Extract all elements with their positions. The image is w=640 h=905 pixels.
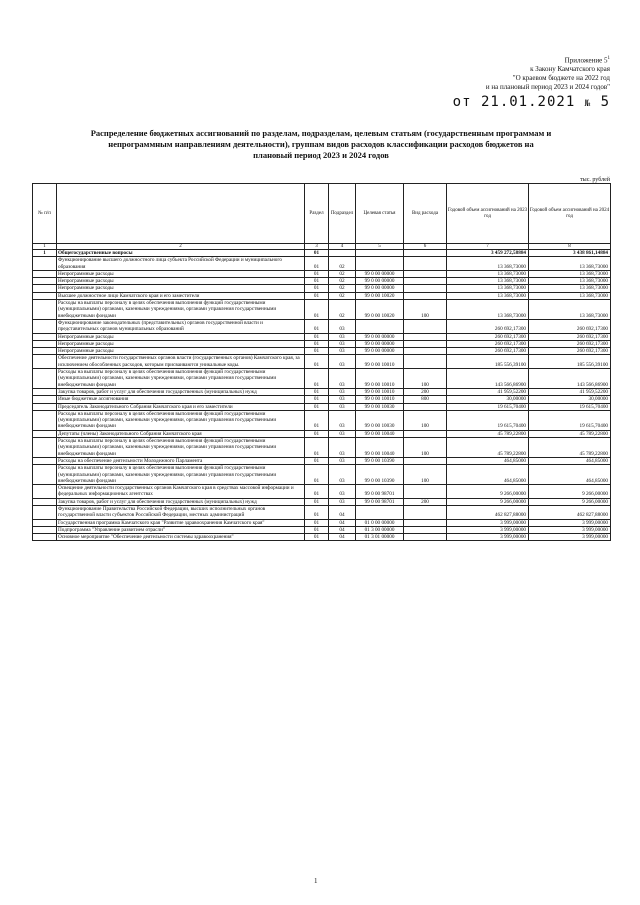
row-razdel-cell: 01 (305, 403, 329, 410)
document-title: Распределение бюджетных ассигнований по разделам, подразделам, целевым статьям (государственным программам и непрограммным направлениям деятельности), группам видов расходов классификации расходов бюджетов на плановый период 2023 и 2024 годов (90, 128, 552, 160)
table-row (33, 457, 611, 464)
row-podrazdel-cell: 03 (329, 465, 356, 485)
row-amount-2024-cell: 185 556,39100 (529, 355, 611, 369)
row-amount-2024-cell: 13 368,73000 (529, 257, 611, 271)
row-razdel-cell: 01 (305, 348, 329, 355)
row-name-cell: Расходы на выплаты персоналу в целях обеспечения выполнения функций государственными (муниципальными) органами, казенными учреждениями, органами управления государственными внебюджетными фондами (57, 410, 305, 430)
row-name-cell: Освещение деятельности государственных органов Камчатского края в средствах массовой информации и федеральных информационных агентствах (57, 485, 305, 499)
header-2024: Годовой объем ассигнований на 2024 год (529, 184, 611, 244)
row-podrazdel-cell: 04 (329, 505, 356, 519)
table-row (33, 340, 611, 347)
row-razdel-cell: 01 (305, 485, 329, 499)
row-name-cell: Иные бюджетные ассигнования (57, 396, 305, 403)
table-row (33, 534, 611, 541)
row-num-cell (33, 465, 57, 485)
table-row (33, 257, 611, 271)
row-razdel-cell: 01 (305, 396, 329, 403)
row-expense-type-cell (404, 348, 447, 355)
table-row (33, 498, 611, 505)
row-amount-2024-cell: 13 368,73000 (529, 300, 611, 320)
row-podrazdel-cell: 02 (329, 270, 356, 277)
table-row (33, 465, 611, 485)
col-number: 5 (356, 244, 404, 250)
row-expense-type-cell (404, 485, 447, 499)
row-target-article-cell: 99 0 00 10030 (356, 403, 404, 410)
row-expense-type-cell (404, 250, 447, 257)
col-number: 6 (404, 244, 447, 250)
row-num-cell (33, 505, 57, 519)
row-name-cell: Непрограммные расходы (57, 278, 305, 285)
row-expense-type-cell: 100 (404, 369, 447, 389)
date-value: 21.01.2021 (480, 94, 576, 111)
row-name-cell: Высшее должностное лицо Камчатского края и его заместители (57, 292, 305, 299)
row-razdel-cell: 01 (305, 300, 329, 320)
row-target-article-cell: 99 0 00 00000 (356, 340, 404, 347)
row-num-cell (33, 457, 57, 464)
row-num-cell (33, 526, 57, 533)
col-number: 4 (329, 244, 356, 250)
row-razdel-cell: 01 (305, 465, 329, 485)
row-num-cell (33, 498, 57, 505)
row-target-article-cell: 99 0 00 10020 (356, 292, 404, 299)
row-target-article-cell: 01 3 00 00000 (356, 526, 404, 533)
row-expense-type-cell: 100 (404, 300, 447, 320)
row-name-cell: Председатель Законодательного Собрания Камчатского края и его заместители (57, 403, 305, 410)
row-amount-2023-cell: 143 566,86900 (447, 369, 529, 389)
row-expense-type-cell (404, 457, 447, 464)
row-num-cell (33, 534, 57, 541)
row-podrazdel-cell: 03 (329, 438, 356, 458)
row-name-cell: Функционирование высшего должностного лица субъекта Российской Федерации и муниципального образования (57, 257, 305, 271)
row-expense-type-cell (404, 430, 447, 437)
row-amount-2024-cell: 3 999,00000 (529, 519, 611, 526)
table-row (33, 505, 611, 519)
row-target-article-cell: 99 0 00 10010 (356, 355, 404, 369)
row-num-cell (33, 369, 57, 389)
row-razdel-cell: 01 (305, 270, 329, 277)
row-amount-2024-cell: 260 692,17300 (529, 340, 611, 347)
row-amount-2024-cell: 260 692,17300 (529, 348, 611, 355)
row-expense-type-cell (404, 403, 447, 410)
col-number: 1 (33, 244, 57, 250)
row-razdel-cell: 01 (305, 340, 329, 347)
row-num-cell (33, 403, 57, 410)
row-amount-2023-cell: 260 692,17300 (447, 333, 529, 340)
row-amount-2023-cell: 13 368,73000 (447, 285, 529, 292)
row-expense-type-cell (404, 505, 447, 519)
row-expense-type-cell: 800 (404, 396, 447, 403)
row-amount-2024-cell: 462 827,88000 (529, 505, 611, 519)
row-target-article-cell: 99 0 00 10040 (356, 438, 404, 458)
row-podrazdel-cell: 03 (329, 403, 356, 410)
row-podrazdel-cell: 02 (329, 292, 356, 299)
row-podrazdel-cell: 03 (329, 340, 356, 347)
row-razdel-cell: 01 (305, 438, 329, 458)
row-name-cell: Подпрограмма "Управление развитием отрасли" (57, 526, 305, 533)
row-podrazdel-cell: 03 (329, 396, 356, 403)
table-row (33, 285, 611, 292)
row-podrazdel-cell: 02 (329, 257, 356, 271)
table-row (33, 355, 611, 369)
row-razdel-cell: 01 (305, 278, 329, 285)
row-target-article-cell: 99 0 00 10030 (356, 410, 404, 430)
no-sign: № (584, 99, 592, 110)
row-amount-2024-cell: 260 692,17300 (529, 319, 611, 333)
row-name-cell: Обеспечение деятельности государственных органов власти (государственных органов) Камчатского края, за исключением обособленных расходов, которым присваиваются уникальные коды. (57, 355, 305, 369)
row-expense-type-cell: 100 (404, 438, 447, 458)
row-target-article-cell: 99 0 00 00000 (356, 270, 404, 277)
row-razdel-cell: 01 (305, 292, 329, 299)
row-name-cell: Расходы на выплаты персоналу в целях обеспечения выполнения функций государственными (муниципальными) органами, казенными учреждениями, органами управления государственными внебюджетными фондами (57, 465, 305, 485)
row-amount-2024-cell: 19 615,70400 (529, 403, 611, 410)
row-target-article-cell (356, 250, 404, 257)
row-podrazdel-cell: 03 (329, 430, 356, 437)
col-number: 2 (57, 244, 305, 250)
row-amount-2023-cell: 13 368,73000 (447, 292, 529, 299)
row-num-cell (33, 319, 57, 333)
row-expense-type-cell (404, 519, 447, 526)
row-amount-2023-cell: 464,85000 (447, 465, 529, 485)
row-target-article-cell: 99 0 00 10010 (356, 369, 404, 389)
table-header-row (33, 184, 611, 244)
row-amount-2023-cell: 3 459 272,58884 (447, 250, 529, 257)
row-name-cell: Функционирование Правительства Российской Федерации, высших исполнительных органов государственной власти субъектов Российской Федерации, местных администраций (57, 505, 305, 519)
unit-label: тыс. рублей (580, 177, 610, 183)
row-num-cell (33, 257, 57, 271)
table-row (33, 348, 611, 355)
row-target-article-cell: 99 0 00 00000 (356, 348, 404, 355)
row-target-article-cell: 01 0 00 00000 (356, 519, 404, 526)
row-amount-2023-cell: 185 556,39100 (447, 355, 529, 369)
row-name-cell: Расходы на выплаты персоналу в целях обеспечения выполнения функций государственными (муниципальными) органами, казенными учреждениями, органами управления государственными внебюджетными фондами (57, 369, 305, 389)
row-amount-2023-cell: 9 266,00000 (447, 485, 529, 499)
row-podrazdel-cell: 03 (329, 355, 356, 369)
row-amount-2023-cell: 9 266,00000 (447, 498, 529, 505)
row-target-article-cell: 99 0 00 10020 (356, 300, 404, 320)
row-num-cell (33, 410, 57, 430)
row-expense-type-cell (404, 270, 447, 277)
row-name-cell: Депутаты (члены) Законодательного Собрания Камчатского края (57, 430, 305, 437)
row-expense-type-cell (404, 534, 447, 541)
table-row (33, 438, 611, 458)
row-amount-2024-cell: 45 789,22800 (529, 430, 611, 437)
row-target-article-cell: 99 0 00 10010 (356, 396, 404, 403)
row-name-cell: Общегосударственные вопросы (57, 250, 305, 257)
row-target-article-cell (356, 319, 404, 333)
row-amount-2023-cell: 3 999,00000 (447, 519, 529, 526)
row-podrazdel-cell: 03 (329, 333, 356, 340)
row-num-cell: 1 (33, 250, 57, 257)
row-expense-type-cell (404, 278, 447, 285)
row-name-cell: Непрограммные расходы (57, 333, 305, 340)
row-razdel-cell: 01 (305, 498, 329, 505)
col-number: 8 (529, 244, 611, 250)
row-razdel-cell: 01 (305, 410, 329, 430)
row-amount-2024-cell: 464,85000 (529, 457, 611, 464)
row-expense-type-cell (404, 526, 447, 533)
row-expense-type-cell: 200 (404, 388, 447, 395)
row-target-article-cell: 99 0 00 00000 (356, 333, 404, 340)
header-podrazdel: Подраздел (329, 184, 356, 244)
row-podrazdel-cell: 02 (329, 278, 356, 285)
row-podrazdel-cell: 03 (329, 319, 356, 333)
row-amount-2023-cell: 45 789,22800 (447, 438, 529, 458)
header-expense-type: Вид расхода (404, 184, 447, 244)
row-amount-2024-cell: 13 368,73000 (529, 270, 611, 277)
row-podrazdel-cell: 03 (329, 498, 356, 505)
row-name-cell: Непрограммные расходы (57, 285, 305, 292)
row-podrazdel-cell (329, 250, 356, 257)
row-razdel-cell: 01 (305, 457, 329, 464)
row-amount-2023-cell: 13 368,73000 (447, 300, 529, 320)
row-razdel-cell: 01 (305, 257, 329, 271)
doc-number: 5 (600, 94, 610, 111)
row-razdel-cell: 01 (305, 526, 329, 533)
row-num-cell (33, 430, 57, 437)
table-row (33, 292, 611, 299)
appendix-header (340, 54, 610, 111)
row-podrazdel-cell: 04 (329, 526, 356, 533)
row-name-cell: Непрограммные расходы (57, 348, 305, 355)
row-expense-type-cell (404, 257, 447, 271)
row-amount-2024-cell: 45 789,22800 (529, 438, 611, 458)
row-expense-type-cell: 100 (404, 465, 447, 485)
row-podrazdel-cell: 04 (329, 519, 356, 526)
row-target-article-cell: 99 0 00 00000 (356, 278, 404, 285)
row-razdel-cell: 01 (305, 355, 329, 369)
row-num-cell (33, 333, 57, 340)
row-razdel-cell: 01 (305, 369, 329, 389)
row-podrazdel-cell: 03 (329, 457, 356, 464)
row-razdel-cell: 01 (305, 285, 329, 292)
table-row (33, 396, 611, 403)
row-num-cell (33, 292, 57, 299)
row-amount-2023-cell: 3 999,00000 (447, 526, 529, 533)
table-row (33, 333, 611, 340)
row-num-cell (33, 270, 57, 277)
table-row (33, 430, 611, 437)
row-target-article-cell: 99 0 00 10010 (356, 388, 404, 395)
row-expense-type-cell (404, 319, 447, 333)
row-amount-2023-cell: 13 368,73000 (447, 257, 529, 271)
row-expense-type-cell (404, 355, 447, 369)
row-num-cell (33, 438, 57, 458)
row-target-article-cell: 99 0 00 10390 (356, 457, 404, 464)
row-name-cell: Закупка товаров, работ и услуг для обеспечения государственных (муниципальных) нужд (57, 498, 305, 505)
row-razdel-cell: 01 (305, 505, 329, 519)
row-name-cell: Расходы на выплаты персоналу в целях обеспечения выполнения функций государственными (муниципальными) органами, казенными учреждениями, органами управления государственными внебюджетными фондами (57, 438, 305, 458)
header-razdel: Раздел (305, 184, 329, 244)
row-amount-2024-cell: 143 566,86900 (529, 369, 611, 389)
row-target-article-cell: 99 0 00 98701 (356, 485, 404, 499)
table-row (33, 526, 611, 533)
row-num-cell (33, 340, 57, 347)
row-num-cell (33, 355, 57, 369)
row-amount-2023-cell: 462 827,88000 (447, 505, 529, 519)
row-amount-2023-cell: 260 692,17300 (447, 319, 529, 333)
row-amount-2024-cell: 41 959,52200 (529, 388, 611, 395)
appendix-line-3: "О краевом бюджете на 2022 год (512, 74, 610, 83)
row-target-article-cell: 01 3 01 00000 (356, 534, 404, 541)
table-row (33, 319, 611, 333)
row-num-cell (33, 388, 57, 395)
row-name-cell: Непрограммные расходы (57, 270, 305, 277)
col-number: 3 (305, 244, 329, 250)
header-num: № п/п (33, 184, 57, 244)
table-row (33, 485, 611, 499)
row-amount-2023-cell: 19 615,70400 (447, 403, 529, 410)
row-podrazdel-cell: 03 (329, 348, 356, 355)
row-podrazdel-cell: 03 (329, 410, 356, 430)
table-row (33, 519, 611, 526)
row-amount-2024-cell: 3 438 861,14884 (529, 250, 611, 257)
row-expense-type-cell (404, 292, 447, 299)
row-amount-2024-cell: 13 368,73000 (529, 285, 611, 292)
row-target-article-cell (356, 505, 404, 519)
row-target-article-cell: 99 0 00 00000 (356, 285, 404, 292)
row-podrazdel-cell: 02 (329, 285, 356, 292)
table-row (33, 270, 611, 277)
row-target-article-cell: 99 0 00 10390 (356, 465, 404, 485)
col-number: 7 (447, 244, 529, 250)
row-target-article-cell: 99 0 00 98701 (356, 498, 404, 505)
row-name-cell: Закупка товаров, работ и услуг для обеспечения государственных (муниципальных) нужд (57, 388, 305, 395)
row-amount-2023-cell: 13 368,73000 (447, 278, 529, 285)
row-amount-2024-cell: 3 999,00000 (529, 526, 611, 533)
table-row (33, 410, 611, 430)
row-name-cell: Основное мероприятие "Обеспечение деятельности системы здравоохранения" (57, 534, 305, 541)
row-expense-type-cell: 200 (404, 498, 447, 505)
row-amount-2023-cell: 13 368,73000 (447, 270, 529, 277)
row-razdel-cell: 01 (305, 534, 329, 541)
row-amount-2024-cell: 9 266,00000 (529, 498, 611, 505)
header-name (57, 184, 305, 244)
header-target-article: Целевая статья (356, 184, 404, 244)
row-amount-2024-cell: 13 368,73000 (529, 292, 611, 299)
row-num-cell (33, 300, 57, 320)
row-num-cell (33, 285, 57, 292)
table-row (33, 403, 611, 410)
row-podrazdel-cell: 03 (329, 369, 356, 389)
table-row (33, 369, 611, 389)
row-amount-2024-cell: 19 615,70400 (529, 410, 611, 430)
row-razdel-cell: 01 (305, 250, 329, 257)
table-row (33, 278, 611, 285)
row-amount-2024-cell: 30,00000 (529, 396, 611, 403)
row-amount-2023-cell: 260 692,17300 (447, 348, 529, 355)
row-name-cell: Функционирование законодательных (представительных) органов государственной власти и представительных органов муниципальных образований (57, 319, 305, 333)
table-row (33, 250, 611, 257)
row-num-cell (33, 396, 57, 403)
appendix-date-row (340, 95, 610, 111)
row-razdel-cell: 01 (305, 333, 329, 340)
row-amount-2023-cell: 464,85000 (447, 457, 529, 464)
row-razdel-cell: 01 (305, 519, 329, 526)
row-amount-2024-cell: 3 999,00000 (529, 534, 611, 541)
row-name-cell: Государственная программа Камчатского края "Развитие здравоохранения Камчатского края" (57, 519, 305, 526)
row-razdel-cell: 01 (305, 388, 329, 395)
row-target-article-cell: 99 0 00 10040 (356, 430, 404, 437)
row-name-cell: Расходы на выплаты персоналу в целях обеспечения выполнения функций государственными (муниципальными) органами, казенными учреждениями, органами управления государственными внебюджетными фондами (57, 300, 305, 320)
row-expense-type-cell: 100 (404, 410, 447, 430)
row-amount-2024-cell: 260 692,17300 (529, 333, 611, 340)
row-podrazdel-cell: 03 (329, 388, 356, 395)
row-amount-2024-cell: 464,85000 (529, 465, 611, 485)
row-podrazdel-cell: 03 (329, 485, 356, 499)
row-podrazdel-cell: 02 (329, 300, 356, 320)
row-podrazdel-cell: 04 (329, 534, 356, 541)
row-amount-2024-cell: 9 266,00000 (529, 485, 611, 499)
header-2023: Годовой объем ассигнований на 2023 год (447, 184, 529, 244)
row-razdel-cell: 01 (305, 319, 329, 333)
date-ot: от (452, 94, 472, 111)
row-expense-type-cell (404, 340, 447, 347)
row-target-article-cell (356, 257, 404, 271)
row-expense-type-cell (404, 333, 447, 340)
row-amount-2023-cell: 19 615,70400 (447, 410, 529, 430)
budget-table (32, 183, 611, 541)
budget-table-wrapper (32, 183, 610, 541)
row-num-cell (33, 519, 57, 526)
row-name-cell: Расходы на обеспечение деятельности Молодежного Парламента (57, 457, 305, 464)
row-expense-type-cell (404, 285, 447, 292)
row-amount-2024-cell: 13 368,73000 (529, 278, 611, 285)
page-number: 1 (314, 877, 318, 885)
row-name-cell: Непрограммные расходы (57, 340, 305, 347)
row-amount-2023-cell: 30,00000 (447, 396, 529, 403)
row-amount-2023-cell: 260 692,17300 (447, 340, 529, 347)
row-num-cell (33, 348, 57, 355)
appendix-line-2: к Закону Камчатского края (530, 65, 610, 74)
table-row (33, 300, 611, 320)
row-amount-2023-cell: 3 999,00000 (447, 534, 529, 541)
row-razdel-cell: 01 (305, 430, 329, 437)
row-amount-2023-cell: 41 959,52200 (447, 388, 529, 395)
row-num-cell (33, 485, 57, 499)
appendix-line-1: Приложение $5^1$ (564, 56, 610, 65)
row-amount-2023-cell: 45 789,22800 (447, 430, 529, 437)
row-num-cell (33, 278, 57, 285)
table-row (33, 388, 611, 395)
appendix-line-4: и на плановый период 2023 и 2024 годов" (485, 83, 610, 92)
